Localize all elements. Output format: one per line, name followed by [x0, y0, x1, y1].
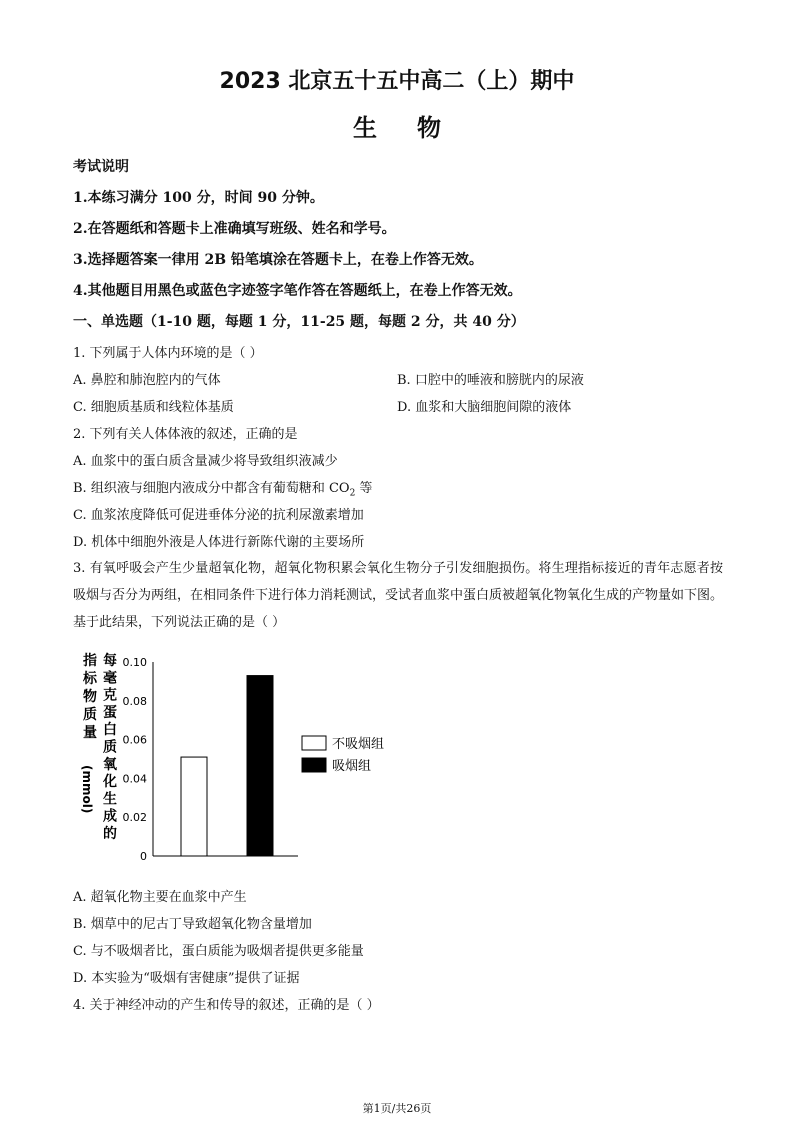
q2-option-d: D. 机体中细胞外液是人体进行新陈代谢的主要场所: [73, 535, 365, 550]
legend-swatch: [302, 758, 326, 772]
subject-title: 生物: [353, 113, 481, 142]
y-axis-label-char: 化: [103, 774, 117, 791]
q3-stem: 3. 有氧呼吸会产生少量超氧化物，超氧化物积累会氧化生物分子引发细胞损伤。将生理指标接近的青年志愿者按吸烟与否分为两组，在相同条件下进行体力消耗测试，受试者血浆中蛋白质被超氧化物氧化生成的产物量如下图。基于此结果，下列说法正确的是（ ）: [73, 561, 724, 630]
y-axis-label-char: 生: [103, 791, 117, 808]
y-axis-label-char: 量: [83, 725, 97, 741]
y-axis-label-char: 质: [83, 707, 97, 723]
y-tick-label: 0.04: [122, 772, 147, 786]
y-tick-label: 0: [140, 850, 147, 863]
q2-option-b-text: B. 组织液与细胞内液成分中都含有葡萄糖和 CO: [73, 481, 350, 496]
legend-swatch: [302, 736, 326, 750]
bar-smoker: [247, 676, 273, 856]
bar-non-smoker: [181, 757, 207, 856]
subscript: 2: [349, 488, 356, 499]
bar-chart: [73, 648, 433, 868]
y-axis-label-char: 蛋: [103, 704, 117, 721]
q3-option-c: C. 与不吸烟者比，蛋白质能为吸烟者提供更多能量: [73, 944, 364, 959]
q2-option-b-tail: 等: [355, 481, 373, 496]
instruction-item: 3.选择题答案一律用 2B 铅笔填涂在答题卡上，在卷上作答无效。: [73, 252, 483, 268]
q4-stem: 4. 关于神经冲动的产生和传导的叙述，正确的是（ ）: [73, 998, 380, 1013]
legend-label: 不吸烟组: [332, 737, 385, 752]
q1-option-a: A. 鼻腔和肺泡腔内的气体: [73, 373, 221, 388]
q2-option-b: [73, 477, 372, 499]
q3-option-d: D. 本实验为“吸烟有害健康”提供了证据: [73, 971, 300, 986]
legend-label: 吸烟组: [332, 759, 372, 774]
y-axis-label-char: 质: [103, 739, 117, 756]
y-axis-label-char: 氧: [103, 756, 117, 773]
q1-option-b: B. 口腔中的唾液和膀胱内的尿液: [397, 373, 584, 388]
y-axis-label-char: 成: [103, 808, 117, 825]
y-axis-label-char: 毫: [103, 670, 117, 687]
y-axis-label-char: 白: [103, 722, 117, 739]
q1-option-d: D. 血浆和大脑细胞间隙的液体: [397, 400, 572, 415]
y-tick-label: 0.02: [122, 811, 147, 825]
q1-option-c: C. 细胞质基质和线粒体基质: [73, 400, 234, 415]
instruction-item: 1.本练习满分 100 分，时间 90 分钟。: [73, 190, 324, 206]
y-tick-label: 0.10: [122, 656, 147, 669]
y-axis-label-char: 标: [83, 671, 97, 687]
instructions-heading: 考试说明: [73, 159, 129, 175]
q3-option-b: B. 烟草中的尼古丁导致超氧化物含量增加: [73, 917, 312, 932]
q2-stem: 2. 下列有关人体体液的叙述，正确的是: [73, 427, 298, 442]
page-footer: 第1页/共26页: [362, 1102, 432, 1115]
page-title: 2023 北京五十五中高二（上）期中: [219, 69, 575, 94]
instruction-item: 2.在答题纸和答题卡上准确填写班级、姓名和学号。: [73, 221, 396, 237]
q3-option-a: A. 超氧化物主要在血浆中产生: [73, 890, 247, 905]
y-axis-label-char: 指: [83, 653, 97, 669]
y-tick-label: 0.06: [122, 733, 147, 747]
q2-option-c: C. 血浆浓度降低可促进垂体分泌的抗利尿激素增加: [73, 508, 364, 523]
y-axis-label-char: 每: [103, 653, 117, 669]
y-axis-label-char: 的: [103, 826, 117, 842]
q1-stem: 1. 下列属于人体内环境的是（ ）: [73, 346, 263, 361]
q2-option-a: A. 血浆中的蛋白质含量减少将导致组织液减少: [73, 454, 338, 469]
y-tick-label: 0.08: [122, 694, 147, 708]
y-axis-label-char: 克: [103, 687, 117, 704]
instruction-item: 4.其他题目用黑色或蓝色字迹签字笔作答在答题纸上，在卷上作答无效。: [73, 283, 522, 299]
y-axis-label-char: 物: [83, 689, 97, 705]
y-axis-unit: (mmol): [80, 765, 94, 814]
section-heading: 一、单选题（1-10 题，每题 1 分，11-25 题，每题 2 分，共 40 分）: [73, 314, 525, 330]
